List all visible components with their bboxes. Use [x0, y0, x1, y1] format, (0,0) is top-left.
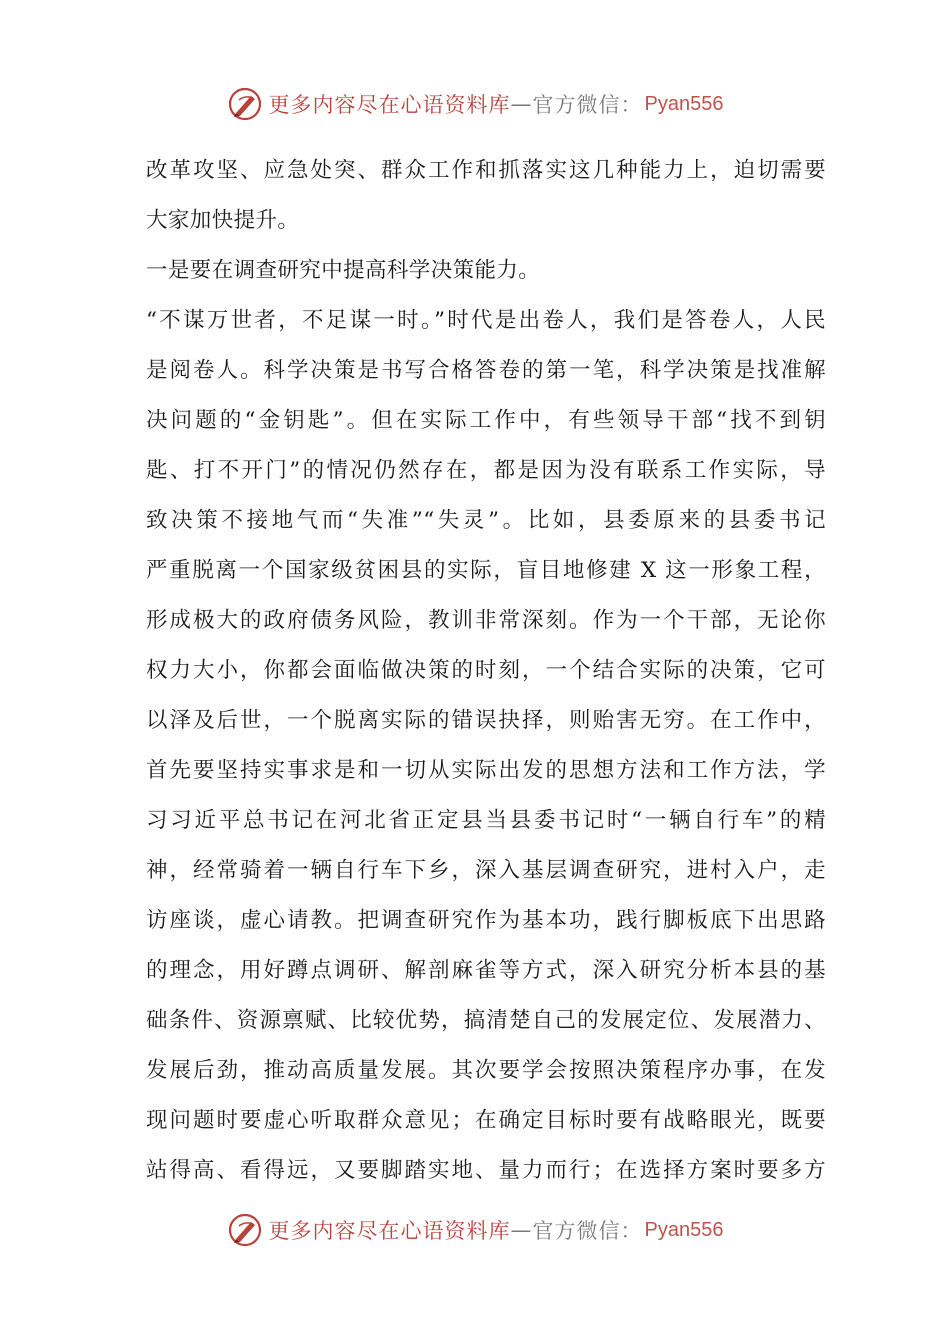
text-line: 发展后劲，推动高质量发展。其次要学会按照决策程序办事，在发 [146, 1058, 826, 1083]
text-line: 的理念，用好蹲点调研、解剖麻雀等方式，深入研究分析本县的基 [146, 958, 826, 983]
text-line: 站得高、看得远，又要脚踏实地、量力而行；在选择方案时要多方 [146, 1158, 826, 1183]
text-line: 现问题时要虚心听取群众意见；在确定目标时要有战略眼光，既要 [146, 1108, 826, 1133]
header-title: 更多内容尽在心语资料库 [268, 93, 511, 117]
section-heading: 一是要在调查研究中提高科学决策能力。 [146, 258, 541, 283]
text-line: 权力大小，你都会面临做决策的时刻，一个结合实际的决策，它可 [146, 658, 826, 683]
header-wechat-label: 官方微信： [532, 93, 643, 117]
footer-wechat-id: Pyan556 [644, 1218, 724, 1241]
pen-circle-logo-icon [227, 86, 263, 122]
footer-wechat-label: 官方微信： [532, 1219, 643, 1243]
header-banner [0, 80, 950, 128]
footer-title: 更多内容尽在心语资料库 [268, 1219, 511, 1243]
text-line: 形成极大的政府债务风险，教训非常深刻。作为一个干部，无论你 [146, 608, 826, 633]
text-line: 严重脱离一个国家级贫困县的实际，盲目地修建 X 这一形象工程， [146, 558, 826, 583]
header-wechat-id: Pyan556 [644, 92, 724, 115]
text-line: 神，经常骑着一辆自行车下乡，深入基层调查研究，进村入户，走 [146, 858, 826, 883]
document-body [146, 148, 826, 1198]
text-line: 是阅卷人。科学决策是书写合格答卷的第一笔，科学决策是找准解 [146, 358, 826, 383]
text-line: 访座谈，虚心请教。把调查研究作为基本功，践行脚板底下出思路 [146, 908, 826, 933]
pen-circle-logo-icon [227, 1212, 263, 1248]
text-line: 习习近平总书记在河北省正定县当县委书记时“一辆自行车”的精 [146, 808, 826, 833]
text-line: 首先要坚持实事求是和一切从实际出发的思想方法和工作方法，学 [146, 758, 826, 783]
footer-banner [0, 1206, 950, 1254]
text-line: 匙、打不开门”的情况仍然存在，都是因为没有联系工作实际，导 [146, 458, 826, 483]
footer-dash: — [510, 1218, 533, 1242]
text-line: 以泽及后世，一个脱离实际的错误抉择，则贻害无穷。在工作中， [146, 708, 826, 733]
text-line: 决问题的“金钥匙”。但在实际工作中，有些领导干部“找不到钥 [146, 408, 826, 433]
text-line: 致决策不接地气而“失准”“失灵”。比如，县委原来的县委书记 [146, 508, 826, 533]
text-line: “不谋万世者，不足谋一时。”时代是出卷人，我们是答卷人，人民 [146, 308, 826, 333]
text-line: 础条件、资源禀赋、比较优势，搞清楚自己的发展定位、发展潜力、 [146, 1008, 826, 1033]
text-line: 大家加快提升。 [146, 208, 300, 233]
header-dash: — [510, 92, 533, 116]
text-line: 改革攻坚、应急处突、群众工作和抓落实这几种能力上，迫切需要 [146, 158, 826, 183]
